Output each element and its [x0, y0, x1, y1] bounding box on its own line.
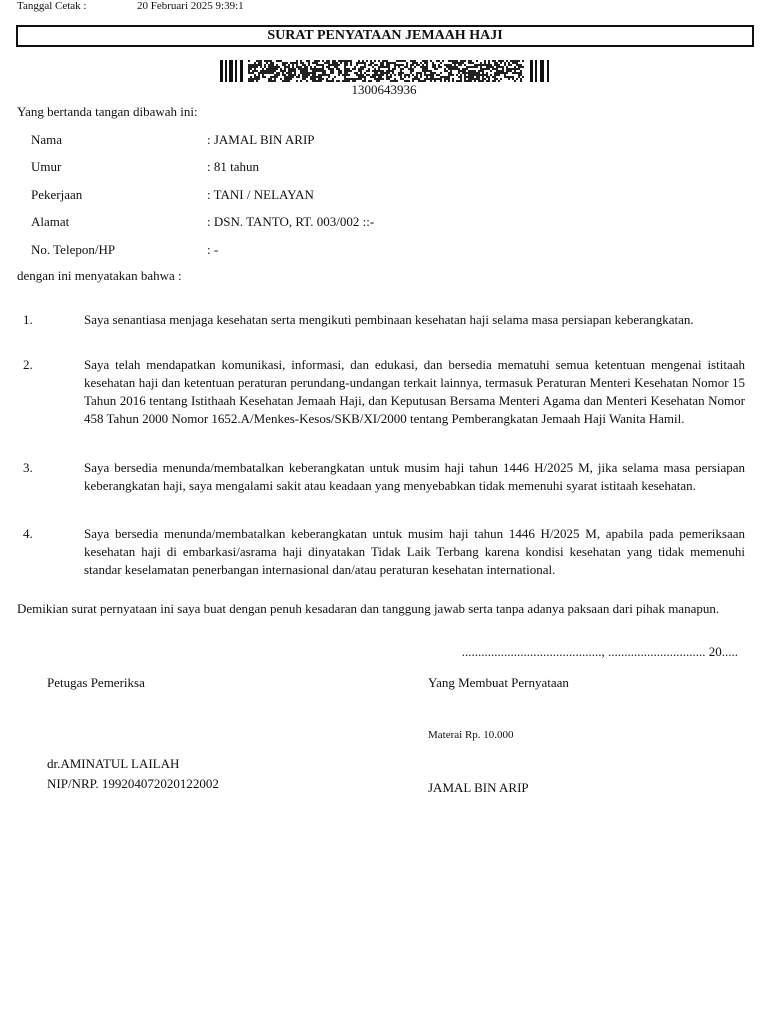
place-date-line: ..........................................., .............................. 20..... — [461, 644, 738, 659]
statement-item — [17, 356, 745, 428]
field-row-nama — [31, 132, 315, 148]
statement-text: Saya senantiasa menjaga kesehatan serta mengikuti pembinaan kesehatan haji selama masa persiapan keberangkatan. — [84, 312, 694, 327]
statement-number: 2. — [23, 357, 33, 372]
field-row-telepon — [31, 242, 218, 258]
closing-text: Demikian surat pernyataan ini saya buat dengan penuh kesadaran dan tanggung jawab serta tanpa adanya paksaan dari pihak manapun. — [17, 601, 720, 616]
field-value: : DSN. TANTO, RT. 003/002 ::- — [207, 214, 375, 229]
document-title: SURAT PENYATAAN JEMAAH HAJI — [16, 25, 754, 47]
field-row-pekerjaan — [31, 187, 314, 203]
intro-text: Yang bertanda tangan dibawah ini: — [17, 104, 198, 119]
statement-item — [17, 311, 745, 329]
field-label: Alamat — [31, 214, 70, 229]
statement-text: Saya telah mendapatkan komunikasi, informasi, dan edukasi, dan bersedia mematuhi semua ketentuan mengenai istitaah kesehatan haji dan ketentuan peraturan perundang-undangan terkait lainnya, termasuk Peraturan Menteri Kesehatan Nomor 15 Tahun 2016 tentang Istithaah Kesehatan Jemaah Haji, dan Keputusan Bersama Menteri Agama dan Menteri Kesehatan Nomor 458 Tahun 2000 Nomor 1652.A/Menkes-Kesos/SKB/XI/2000 tentang Pemberangkatan Jemaah Haji Wanita Hamil. — [84, 357, 745, 426]
field-label: No. Telepon/HP — [31, 242, 116, 257]
statement-text: Saya bersedia menunda/membatalkan keberangkatan untuk musim haji tahun 1446 H/2025 M, apabila pada pemeriksaan kesehatan haji di embarkasi/asrama haji dinyatakan Tidak Laik Terbang karena kondisi kesehatan yang tidak memenuhi standar keselamatan penerbangan internasional dan/atau peraturan kesehatan international. — [84, 526, 745, 577]
field-value: : 81 tahun — [207, 159, 259, 174]
field-label: Nama — [31, 132, 63, 147]
statement-text: Saya bersedia menunda/membatalkan keberangkatan untuk musim haji tahun 1446 H/2025 M, jika selama masa persiapan keberangkatan haji, saya mengalami sakit atau keadaan yang menyebabkan tidak memenuhi syarat istitaah kesehatan. — [84, 460, 745, 493]
print-date-line — [17, 0, 244, 12]
print-date-label: Tanggal Cetak : — [17, 0, 87, 12]
statement-item — [17, 459, 745, 495]
field-value: : TANI / NELAYAN — [207, 187, 314, 202]
print-date-value: 20 Februari 2025 9:39:1 — [137, 0, 244, 12]
statement-number: 1. — [23, 312, 33, 327]
statement-number: 3. — [23, 460, 33, 475]
declarant-name: JAMAL BIN ARIP — [428, 780, 529, 795]
field-row-alamat — [31, 214, 374, 230]
statement-item — [17, 525, 745, 579]
field-label: Pekerjaan — [31, 187, 83, 202]
examiner-title: Petugas Pemeriksa — [47, 675, 145, 690]
field-value: : - — [207, 242, 219, 257]
field-label: Umur — [31, 159, 62, 174]
examiner-nip: NIP/NRP. 199204072020122002 — [47, 776, 219, 791]
declarant-title: Yang Membuat Pernyataan — [428, 675, 569, 690]
barcode-number: 1300643936 — [351, 82, 417, 97]
barcode-image — [220, 60, 550, 82]
declaration-heading: dengan ini menyatakan bahwa : — [17, 268, 182, 283]
examiner-name: dr.AMINATUL LAILAH — [47, 756, 180, 771]
field-value: : JAMAL BIN ARIP — [207, 132, 315, 147]
materai-note: Materai Rp. 10.000 — [428, 729, 514, 741]
statement-number: 4. — [23, 526, 33, 541]
field-row-umur — [31, 159, 259, 175]
